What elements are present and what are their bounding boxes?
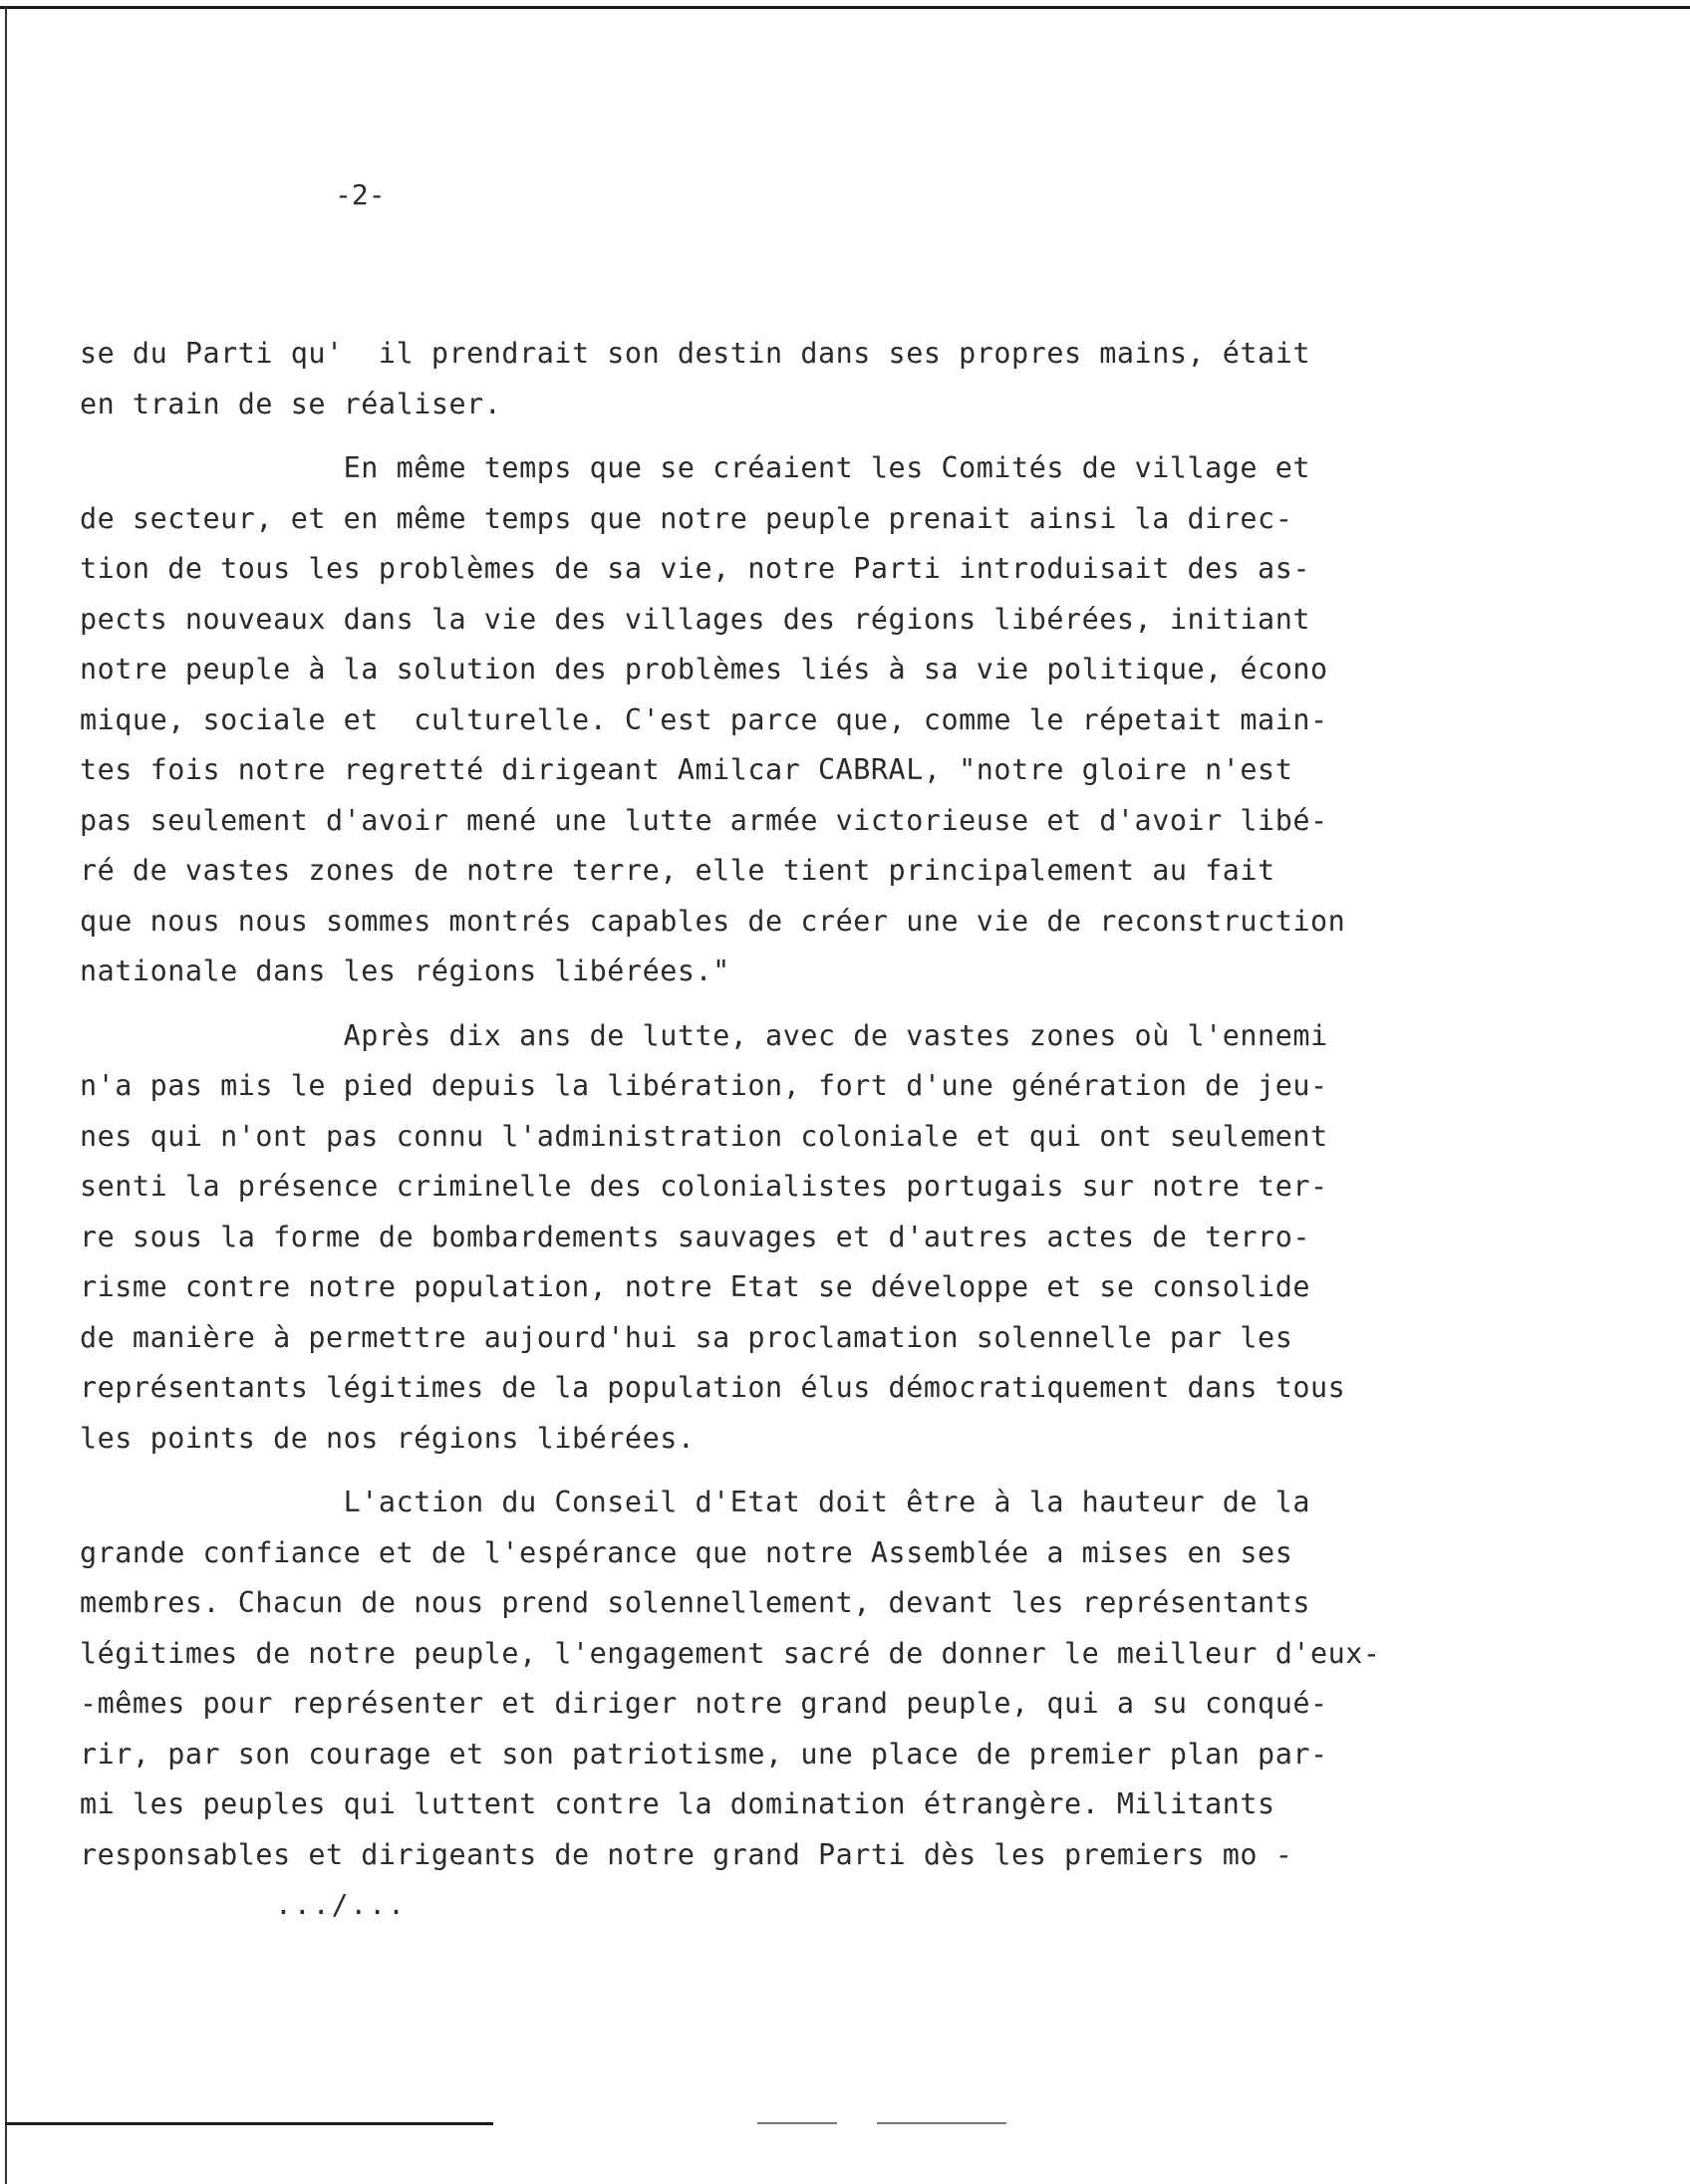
text-line: ré de vastes zones de notre terre, elle tient principalement au fait: [80, 854, 1275, 887]
page-number: -2-: [335, 178, 386, 211]
text-line: grande confiance et de l'espérance que notre Assemblée a mises en ses: [80, 1535, 1293, 1569]
text-line: risme contre notre population, notre Etat se développe et se consolide: [80, 1270, 1310, 1303]
text-line: responsables et dirigeants de notre grand Parti dès les premiers mo -: [80, 1837, 1293, 1871]
text-line: en train de se réaliser.: [80, 387, 502, 420]
text-line: représentants légitimes de la population élus démocratiquement dans tous: [80, 1371, 1346, 1404]
text-line: légitimes de notre peuple, l'engagement sacré de donner le meilleur d'eux-: [80, 1636, 1381, 1670]
paragraph: [80, 443, 1594, 997]
scan-border-top: [0, 6, 1690, 9]
text-line: les points de nos régions libérées.: [80, 1421, 696, 1455]
text-line: senti la présence criminelle des colonialistes portugais sur notre ter-: [80, 1170, 1328, 1203]
text-line: nes qui n'ont pas connu l'administration coloniale et qui ont seulement: [80, 1119, 1328, 1153]
text-line: mi les peuples qui luttent contre la domination étrangère. Militants: [80, 1787, 1275, 1820]
text-line: n'a pas mis le pied depuis la libération, fort d'une génération de jeu-: [80, 1069, 1328, 1102]
scan-border-left: [5, 6, 7, 2184]
continuation-mark: .../...: [275, 1888, 408, 1921]
scan-border-bottom-fragment: [877, 2122, 1006, 2124]
text-line: rir, par son courage et son patriotisme, une place de premier plan par-: [80, 1737, 1328, 1771]
scan-border-bottom-fragment: [757, 2122, 837, 2124]
text-line: tes fois notre regretté dirigeant Amilcar CABRAL, "notre gloire n'est: [80, 753, 1293, 786]
text-line: pas seulement d'avoir mené une lutte armée victorieuse et d'avoir libé-: [80, 803, 1328, 837]
paragraph: [80, 329, 1594, 429]
text-line: nationale dans les régions libérées.": [80, 955, 730, 987]
text-line: tion de tous les problèmes de sa vie, notre Parti introduisait des as-: [80, 552, 1310, 585]
text-line: de manière à permettre aujourd'hui sa proclamation solennelle par les: [80, 1320, 1293, 1354]
text-line: Après dix ans de lutte, avec de vastes zones où l'ennemi: [80, 1018, 1328, 1052]
paragraph: [80, 1011, 1594, 1465]
text-line: re sous la forme de bombardements sauvages et d'autres actes de terro-: [80, 1220, 1310, 1253]
text-line: En même temps que se créaient les Comités de village et: [80, 451, 1310, 484]
text-line: que nous nous sommes montrés capables de créer une vie de reconstruction: [80, 904, 1346, 938]
paragraph: [80, 1478, 1594, 1880]
text-line: se du Parti qu' il prendrait son destin dans ses propres mains, était: [80, 337, 1310, 370]
scan-border-bottom: [5, 2122, 493, 2125]
text-line: membres. Chacun de nous prend solennellement, devant les représentants: [80, 1586, 1310, 1619]
text-line: de secteur, et en même temps que notre peuple prenait ainsi la direc-: [80, 501, 1293, 535]
text-line: notre peuple à la solution des problèmes liés à sa vie politique, écono: [80, 653, 1328, 685]
body-text: [80, 329, 1594, 1894]
text-line: L'action du Conseil d'Etat doit être à la hauteur de la: [80, 1486, 1310, 1518]
text-line: -mêmes pour représenter et diriger notre grand peuple, qui a su conqué-: [80, 1687, 1328, 1720]
text-line: mique, sociale et culturelle. C'est parce que, comme le répetait main-: [80, 702, 1328, 736]
text-line: pects nouveaux dans la vie des villages des régions libérées, initiant: [80, 602, 1310, 636]
